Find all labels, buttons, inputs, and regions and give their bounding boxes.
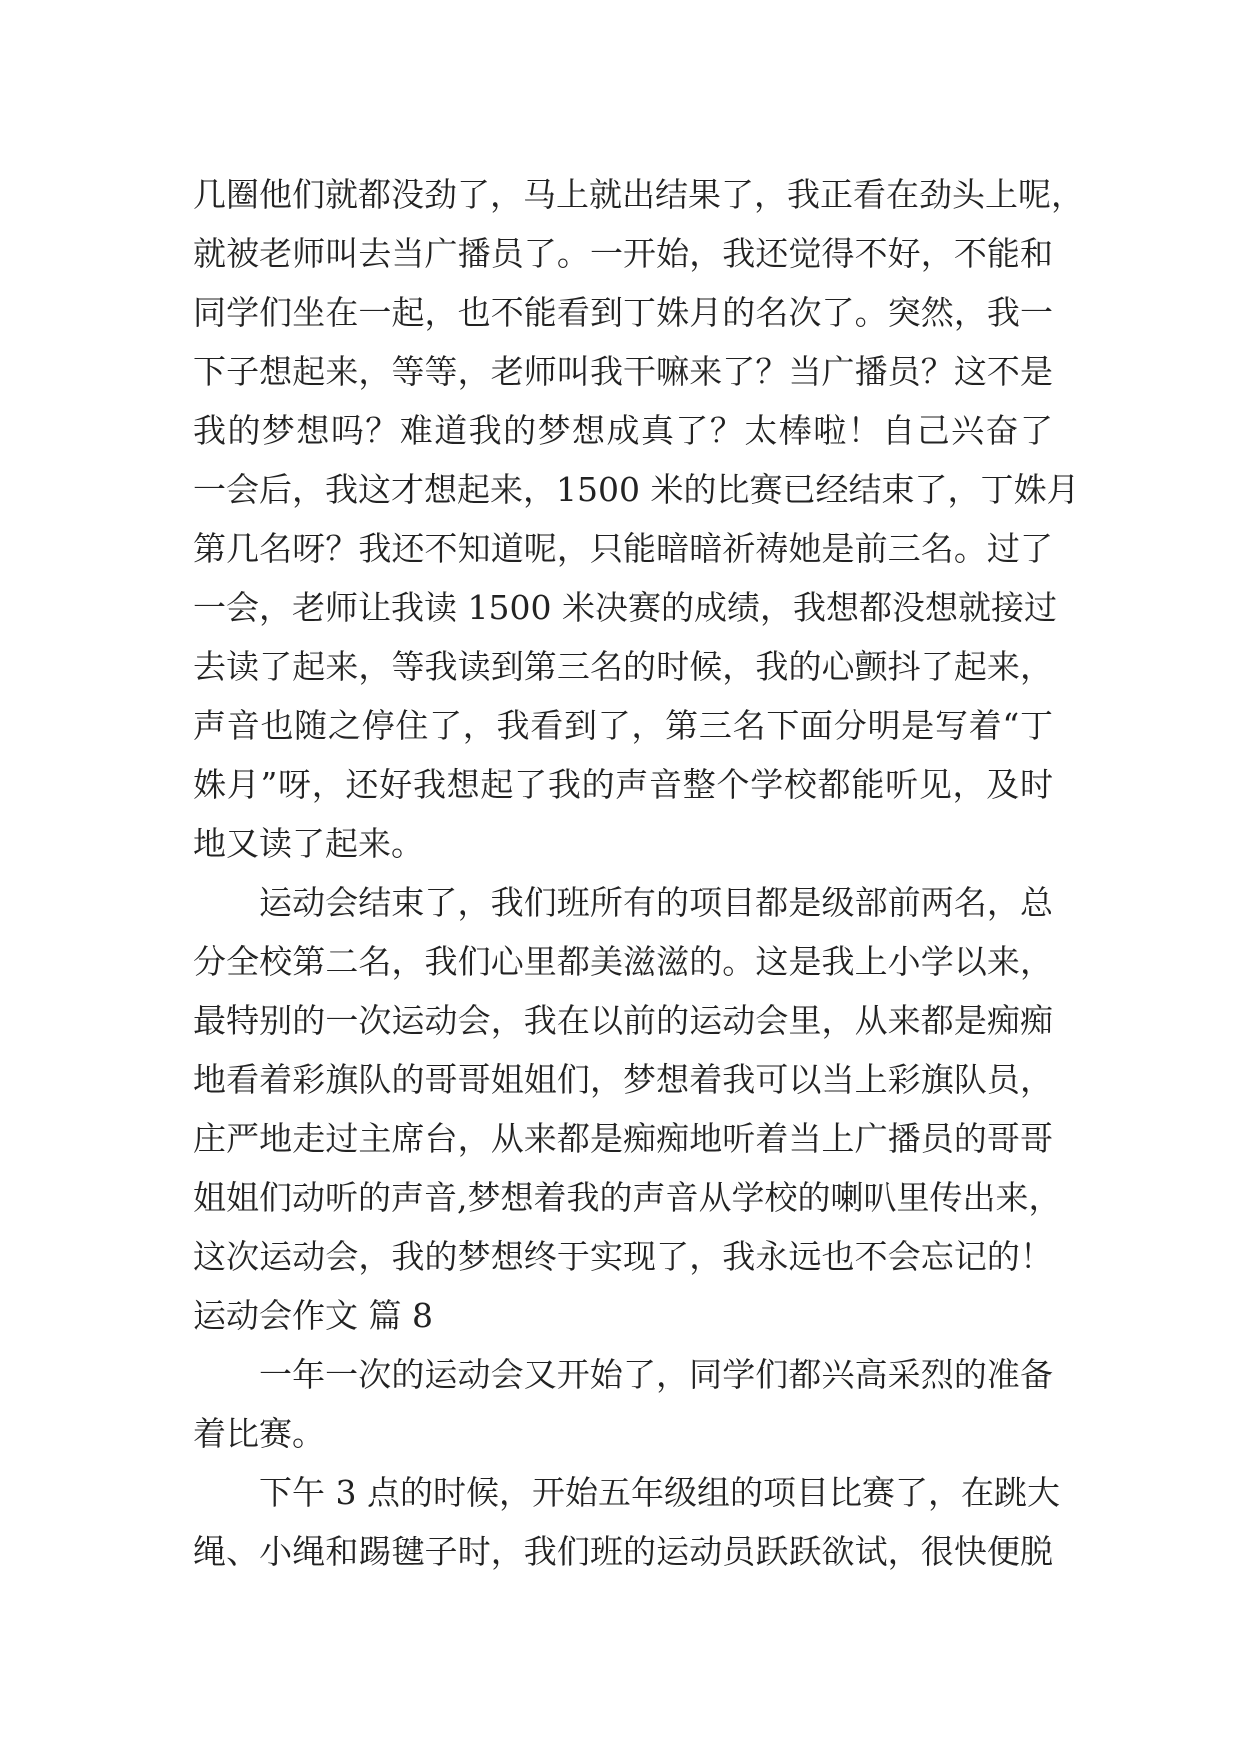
text-line: 一会后，我这才想起来，1500 米的比赛已经结束了，丁姝月 xyxy=(193,470,1080,509)
text-line: 去读了起来，等我读到第三名的时候，我的心颤抖了起来， xyxy=(193,647,1053,686)
text-line: 下子想起来，等等，老师叫我干嘛来了？当广播员？这不是 xyxy=(193,352,1053,391)
essay-body xyxy=(193,165,1084,1581)
paragraph-end-line: 地又读了起来。 xyxy=(193,824,424,863)
paragraph-start-line: 运动会结束了，我们班所有的项目都是级部前两名，总 xyxy=(259,883,1053,922)
text-line: 姐姐们动听的声音,梦想着我的声音从学校的喇叭里传出来， xyxy=(193,1178,1062,1217)
paragraph-start-line: 下午 3 点的时候，开始五年级组的项目比赛了，在跳大 xyxy=(259,1473,1060,1512)
text-line: 地看着彩旗队的哥哥姐姐们，梦想着我可以当上彩旗队员， xyxy=(193,1060,1053,1099)
text-line: 庄严地走过主席台，从来都是痴痴地听着当上广播员的哥哥 xyxy=(193,1119,1053,1158)
text-line: 几圈他们就都没劲了，马上就出结果了，我正看在劲头上呢， xyxy=(193,175,1084,214)
text-line: 分全校第二名，我们心里都美滋滋的。这是我上小学以来， xyxy=(193,942,1053,981)
text-line: 就被老师叫去当广播员了。一开始，我还觉得不好，不能和 xyxy=(193,234,1053,273)
text-line: 第几名呀？我还不知道呢，只能暗暗祈祷她是前三名。过了 xyxy=(193,529,1053,568)
text-line: 姝月”呀，还好我想起了我的声音整个学校都能听见，及时 xyxy=(193,765,1053,804)
paragraph-end-line: 着比赛。 xyxy=(193,1414,325,1453)
section-heading: 运动会作文 篇 8 xyxy=(193,1296,433,1335)
text-line: 同学们坐在一起，也不能看到丁姝月的名次了。突然，我一 xyxy=(193,293,1053,332)
text-line: 绳、小绳和踢毽子时，我们班的运动员跃跃欲试，很快便脱 xyxy=(193,1532,1053,1571)
text-line: 这次运动会，我的梦想终于实现了，我永远也不会忘记的！ xyxy=(193,1237,1053,1276)
text-line: 最特别的一次运动会，我在以前的运动会里，从来都是痴痴 xyxy=(193,1001,1053,1040)
text-line: 声音也随之停住了，我看到了，第三名下面分明是写着“丁 xyxy=(193,706,1053,745)
text-line: 我的梦想吗？难道我的梦想成真了？太棒啦！自己兴奋了 xyxy=(193,411,1053,450)
paragraph-start-line: 一年一次的运动会又开始了，同学们都兴高采烈的准备 xyxy=(259,1355,1053,1394)
text-line: 一会，老师让我读 1500 米决赛的成绩，我想都没想就接过 xyxy=(193,588,1057,627)
